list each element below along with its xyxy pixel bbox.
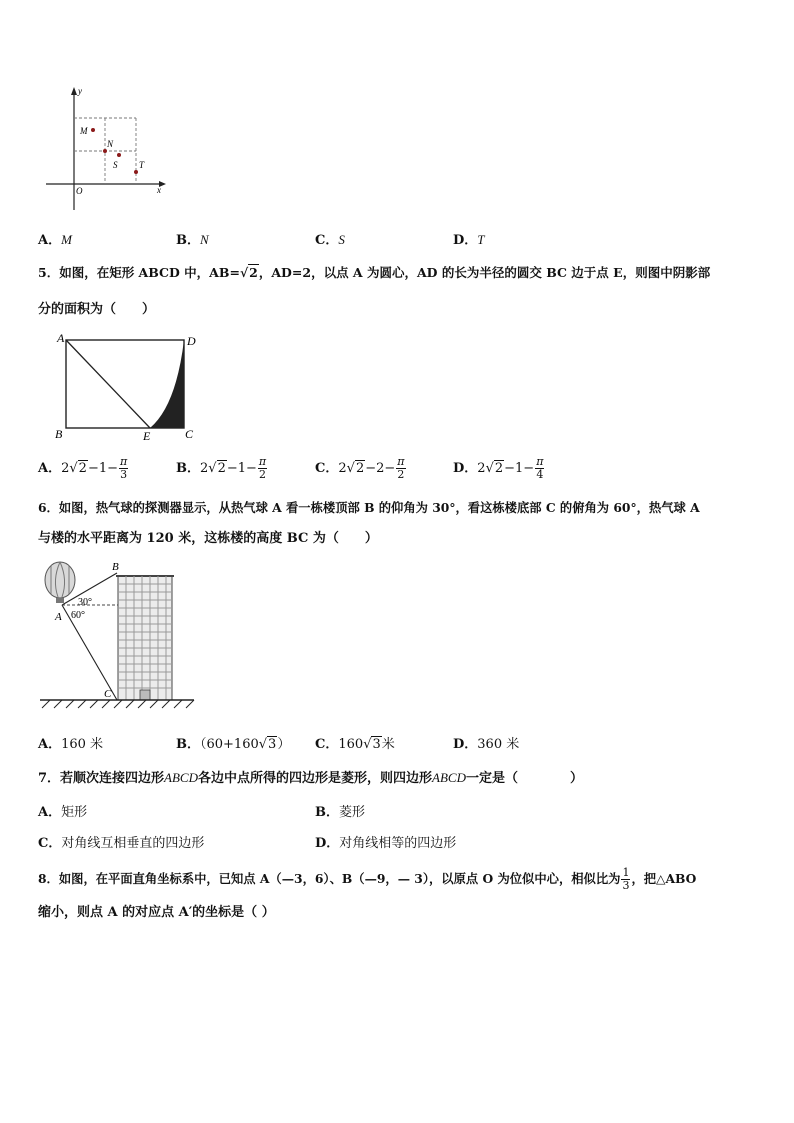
- label-a: A: [57, 331, 65, 345]
- q4-coordinate-figure: [40, 84, 180, 214]
- balloon-basket: [56, 598, 64, 603]
- label-a: A: [55, 611, 62, 623]
- point-t: [134, 170, 138, 174]
- hot-air-balloon: [45, 562, 75, 598]
- q5-option-c[interactable]: C．2√2−2− $\frac{\pi}{2}$: [315, 455, 405, 481]
- y-axis-arrow: [71, 87, 77, 95]
- q4-option-d[interactable]: D．T: [453, 232, 485, 248]
- segment-ae: [66, 340, 150, 428]
- angle-60: 60°: [71, 610, 85, 621]
- point-s: [117, 153, 121, 157]
- building-door: [140, 690, 150, 700]
- q4-option-c[interactable]: C．S: [315, 232, 345, 248]
- label-c: C: [185, 427, 194, 441]
- q8-stem-line1: 8．如图，在平面直角坐标系中，已知点 A（—3，6）、B（—9，— 3），以原点 O 为位似中心，相似比为 $\frac{1}{3}$ ，把△ABO: [38, 866, 697, 892]
- q4-option-b[interactable]: B．N: [176, 232, 209, 248]
- label-t: T: [139, 160, 145, 170]
- q5-stem-line1: 5．如图，在矩形 ABCD 中，AB=√2，AD=2，以点 A 为圆心，AD 的长为半径的圆交 BC 边于点 E，则图中阴影部: [38, 265, 711, 280]
- label-m: M: [80, 126, 88, 136]
- shaded-region: [150, 340, 184, 428]
- angle-30: 30°: [78, 597, 92, 608]
- label-x: x: [157, 185, 161, 195]
- q7-option-c[interactable]: C．对角线互相垂直的四边形: [38, 836, 205, 851]
- q7-option-a[interactable]: A．矩形: [38, 805, 88, 820]
- q7-option-b[interactable]: B．菱形: [315, 805, 366, 820]
- point-n: [103, 149, 107, 153]
- q5-option-a[interactable]: A．2√2−1− $\frac{\pi}{3}$: [38, 455, 128, 481]
- q7-stem: 7．若顺次连接四边形ABCD各边中点所得的四边形是菱形，则四边形ABCD一定是（ ）: [38, 770, 583, 786]
- label-y: y: [78, 86, 82, 96]
- q6-option-a[interactable]: A．160 米: [38, 737, 104, 752]
- label-b: B: [55, 427, 63, 441]
- label-e: E: [143, 429, 151, 443]
- q4-option-a[interactable]: A．M: [38, 232, 72, 248]
- q6-stem-line1: 6．如图，热气球的探测器显示，从热气球 A 看一栋楼顶部 B 的仰角为 30°，看这栋楼底部 C 的俯角为 60°，热气球 A: [38, 500, 700, 515]
- q5-option-b[interactable]: B．2√2−1− $\frac{\pi}{2}$: [176, 455, 267, 481]
- label-n: N: [107, 139, 114, 149]
- label-c: C: [104, 688, 112, 700]
- label-b: B: [112, 561, 119, 573]
- q8-stem-line2: 缩小，则点 A 的对应点 A′的坐标是（ ）: [38, 905, 275, 920]
- q7-option-d[interactable]: D．对角线相等的四边形: [315, 836, 457, 851]
- q6-option-c[interactable]: C．160√3米: [315, 737, 395, 752]
- ground-hatching: [42, 700, 194, 708]
- label-d: D: [187, 334, 196, 348]
- point-m: [91, 128, 95, 132]
- q6-balloon-building-figure: [38, 558, 198, 713]
- label-s: S: [113, 160, 118, 170]
- q5-rectangle-figure: [52, 330, 202, 445]
- q6-option-d[interactable]: D．360 米: [453, 737, 520, 752]
- q6-option-b[interactable]: B．（60+160√3）: [176, 737, 291, 752]
- q5-stem-line2: 分的面积为（ ）: [38, 302, 156, 317]
- label-o: O: [76, 186, 83, 196]
- q6-stem-line2: 与楼的水平距离为 120 米，这栋楼的高度 BC 为（ ）: [38, 531, 378, 546]
- q5-option-d[interactable]: D．2√2−1− $\frac{\pi}{4}$: [453, 455, 544, 481]
